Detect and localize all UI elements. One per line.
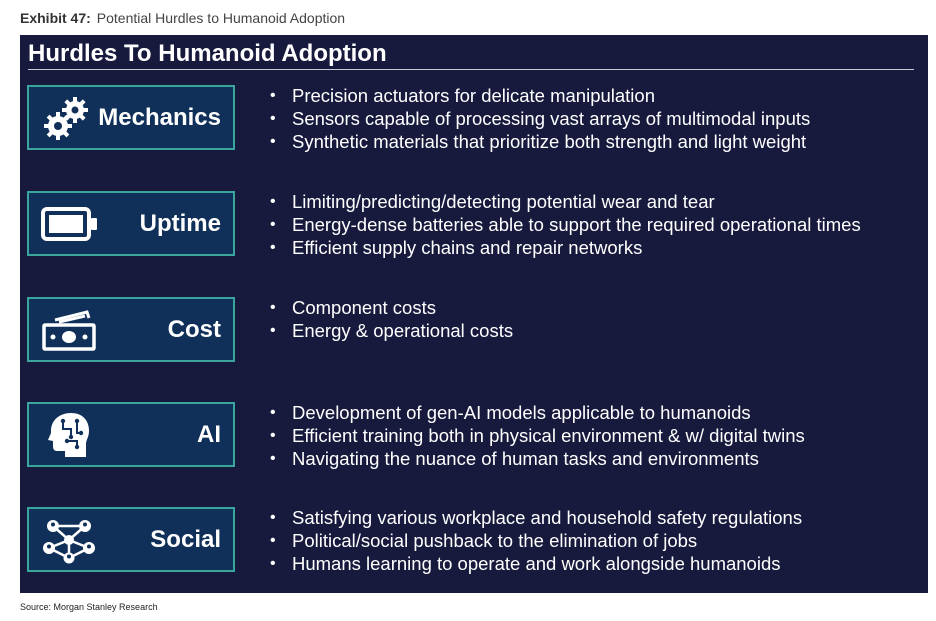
bullet-item: • Limiting/predicting/detecting potential wear and tear	[270, 191, 715, 212]
ai-head-icon	[41, 411, 97, 459]
source-note: Source: Morgan Stanley Research	[20, 602, 158, 612]
category-box-uptime	[27, 191, 235, 256]
bullet-list	[270, 296, 513, 342]
category-box-social	[27, 507, 235, 572]
money-icon	[41, 306, 97, 354]
category-label: Cost	[167, 316, 221, 343]
hurdles-panel	[20, 35, 928, 593]
bullet-list	[270, 190, 861, 259]
category-box-cost	[27, 297, 235, 362]
hurdle-row-ai	[20, 402, 928, 470]
bullet-list	[270, 401, 805, 470]
bullet-item: • Development of gen-AI models applicable to humanoids	[270, 402, 751, 423]
exhibit-heading	[20, 10, 345, 26]
hurdle-row-uptime	[20, 191, 928, 259]
category-box-ai	[27, 402, 235, 467]
bullet-item: • Energy & operational costs	[270, 320, 514, 341]
title-divider	[28, 69, 914, 70]
hurdle-row-cost	[20, 297, 928, 365]
network-icon	[41, 516, 97, 564]
bullet-item: • Navigating the nuance of human tasks and environments	[270, 448, 759, 469]
gears-icon	[41, 94, 97, 142]
panel-title: Hurdles To Humanoid Adoption	[28, 40, 387, 67]
category-label: AI	[197, 421, 221, 448]
bullet-item: • Efficient supply chains and repair networks	[270, 237, 643, 258]
exhibit-caption: Potential Hurdles to Humanoid Adoption	[96, 10, 346, 26]
hurdle-row-social	[20, 507, 928, 575]
category-label: Social	[150, 526, 221, 553]
bullet-item: • Energy-dense batteries able to support the required operational times	[270, 214, 861, 235]
bullet-item: • Political/social pushback to the elimination of jobs	[270, 530, 698, 551]
bullet-item: • Component costs	[270, 297, 436, 318]
category-box-mechanics	[27, 85, 235, 150]
hurdle-row-mechanics	[20, 85, 928, 153]
bullet-item: • Satisfying various workplace and household safety regulations	[270, 507, 803, 528]
bullet-item: • Efficient training both in physical environment & w/ digital twins	[270, 425, 805, 446]
category-label: Mechanics	[98, 104, 221, 131]
bullet-item: • Humans learning to operate and work alongside humanoids	[270, 553, 781, 574]
category-label: Uptime	[139, 210, 221, 237]
exhibit-number: Exhibit 47:	[20, 10, 91, 26]
bullet-item: • Synthetic materials that prioritize both strength and light weight	[270, 131, 807, 152]
bullet-item: • Sensors capable of processing vast arrays of multimodal inputs	[270, 108, 811, 129]
battery-icon	[41, 200, 97, 248]
bullet-list	[270, 84, 810, 153]
bullet-item: • Precision actuators for delicate manipulation	[270, 85, 655, 106]
bullet-list	[270, 506, 802, 575]
